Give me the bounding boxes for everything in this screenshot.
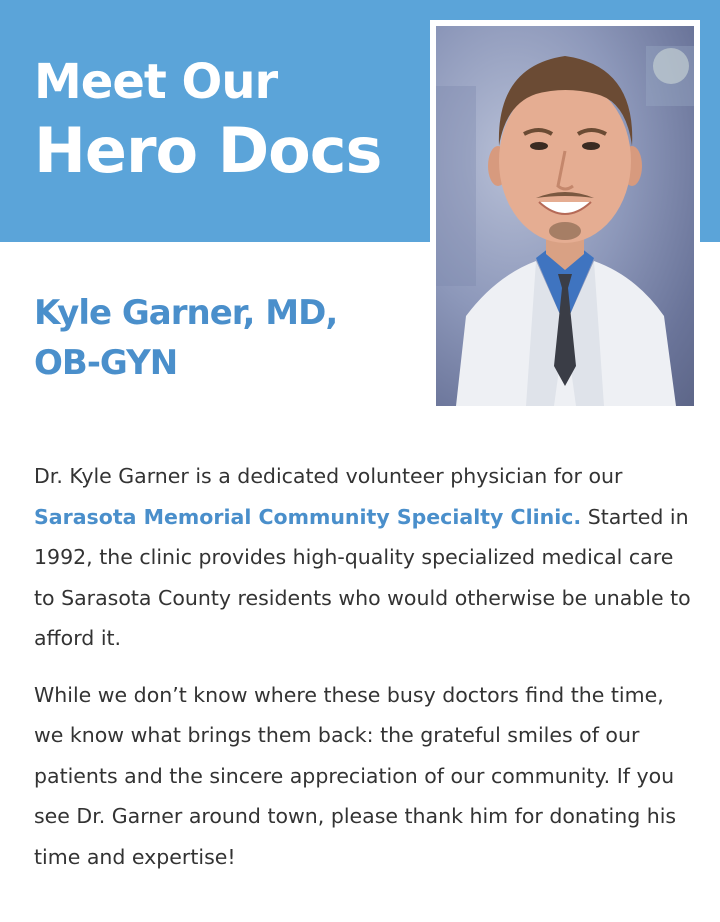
title-line-1: Meet Our bbox=[34, 54, 278, 110]
article-body bbox=[34, 456, 694, 893]
doctor-photo-frame bbox=[430, 20, 700, 412]
title-line-2: Hero Docs bbox=[34, 114, 382, 187]
paragraph-2: While we don’t know where these busy doctors find the time, we know what brings them back: the grateful smiles of our patients and the sincere appreciation of our community. If you see Dr. Garner around town, please thank him for donating his time and expertise! bbox=[34, 682, 677, 869]
clinic-link[interactable]: Sarasota Memorial Community Specialty Clinic. bbox=[34, 504, 582, 529]
doctor-specialty: OB-GYN bbox=[34, 343, 178, 383]
doctor-name-line-1: Kyle Garner, MD, bbox=[34, 293, 338, 333]
paragraph-1 bbox=[34, 456, 694, 659]
paragraph-1-intro: Dr. Kyle Garner is a dedicated volunteer physician for our bbox=[34, 464, 623, 488]
doctor-name bbox=[34, 288, 337, 388]
doctor-portrait-icon bbox=[436, 26, 694, 406]
paragraph-1-rest: Started in 1992, the clinic provides high-quality specialized medical care to Sarasota County residents who would otherwise be unable to afford it. bbox=[34, 504, 691, 650]
page-title bbox=[34, 52, 381, 190]
doctor-photo bbox=[436, 26, 694, 406]
